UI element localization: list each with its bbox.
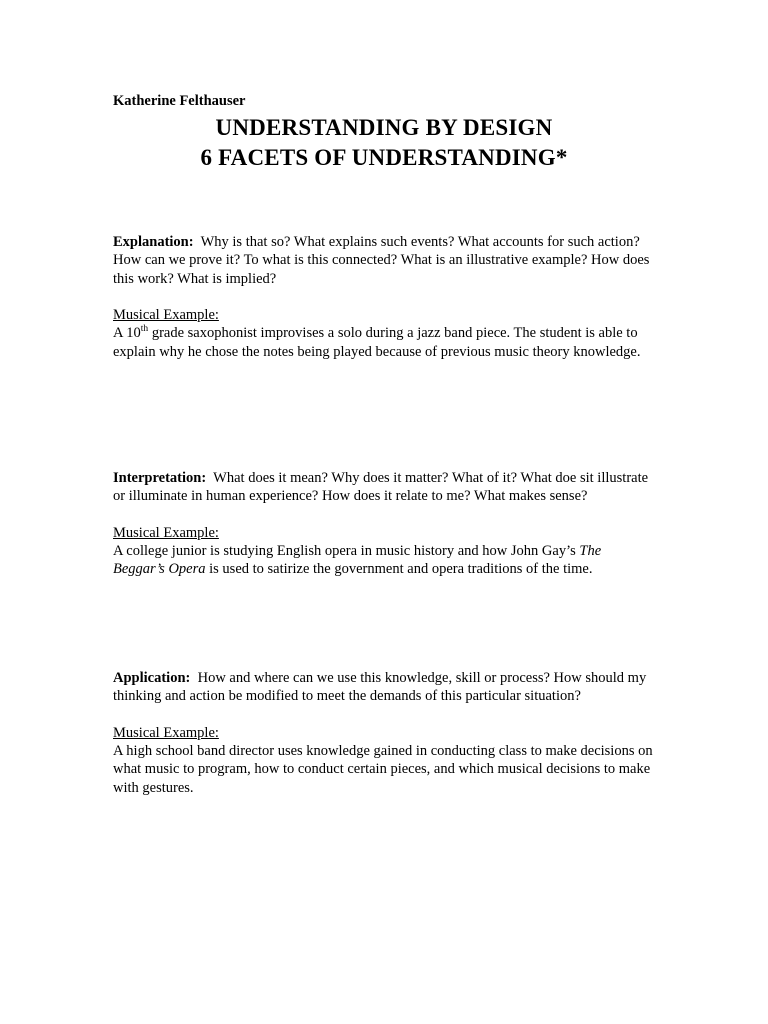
example-label: Musical Example:	[113, 307, 219, 324]
section-question-text: Why is that so? What explains such events? What accounts for such action? How can we prove it? To what is this connected? What is an illustrative example? How does this work? What is implied?	[113, 234, 650, 287]
section-interpretation	[113, 469, 653, 579]
section-term: Interpretation:	[113, 470, 207, 486]
section-question-text: How and where can we use this knowledge, skill or process? How should my thinking and action be modified to meet the demands of this particular situation?	[113, 670, 647, 705]
opera-title: The Beggar’s Opera	[113, 543, 602, 578]
example-text	[113, 542, 653, 579]
section-question-text: What does it mean? Why does it matter? What of it? What doe sit illustrate or illuminate in human experience? How does it relate to me? What makes sense?	[113, 470, 649, 505]
section-term: Explanation:	[113, 234, 194, 250]
example-label: Musical Example:	[113, 724, 219, 741]
section-application	[113, 669, 653, 797]
section-questions	[113, 233, 653, 288]
document-subtitle: 6 FACETS OF UNDERSTANDING*	[200, 145, 568, 170]
example-text-part: A 10	[113, 325, 141, 342]
author-name: Katherine Felthauser	[113, 93, 246, 109]
example-text: A high school band director uses knowledge gained in conducting class to make decisions on what music to program, how to conduct certain pieces, and which musical decisions to make with gestures.	[113, 743, 653, 796]
document-title: UNDERSTANDING BY DESIGN	[215, 115, 553, 140]
section-explanation	[113, 233, 653, 361]
example-text-part: grade saxophonist improvises a solo during a jazz band piece. The student is able to explain why he chose the notes being played because of previous music theory knowledge.	[113, 325, 641, 360]
example-text	[113, 324, 653, 361]
example-text-part: is used to satirize the government and opera traditions of the time.	[205, 561, 593, 578]
section-questions	[113, 669, 653, 706]
ordinal-superscript: th	[140, 323, 149, 334]
example-label: Musical Example:	[113, 524, 219, 541]
section-questions	[113, 469, 653, 506]
section-term: Application:	[113, 670, 191, 686]
example-text-part: A college junior is studying English opera in music history and how John Gay’s	[113, 543, 580, 560]
